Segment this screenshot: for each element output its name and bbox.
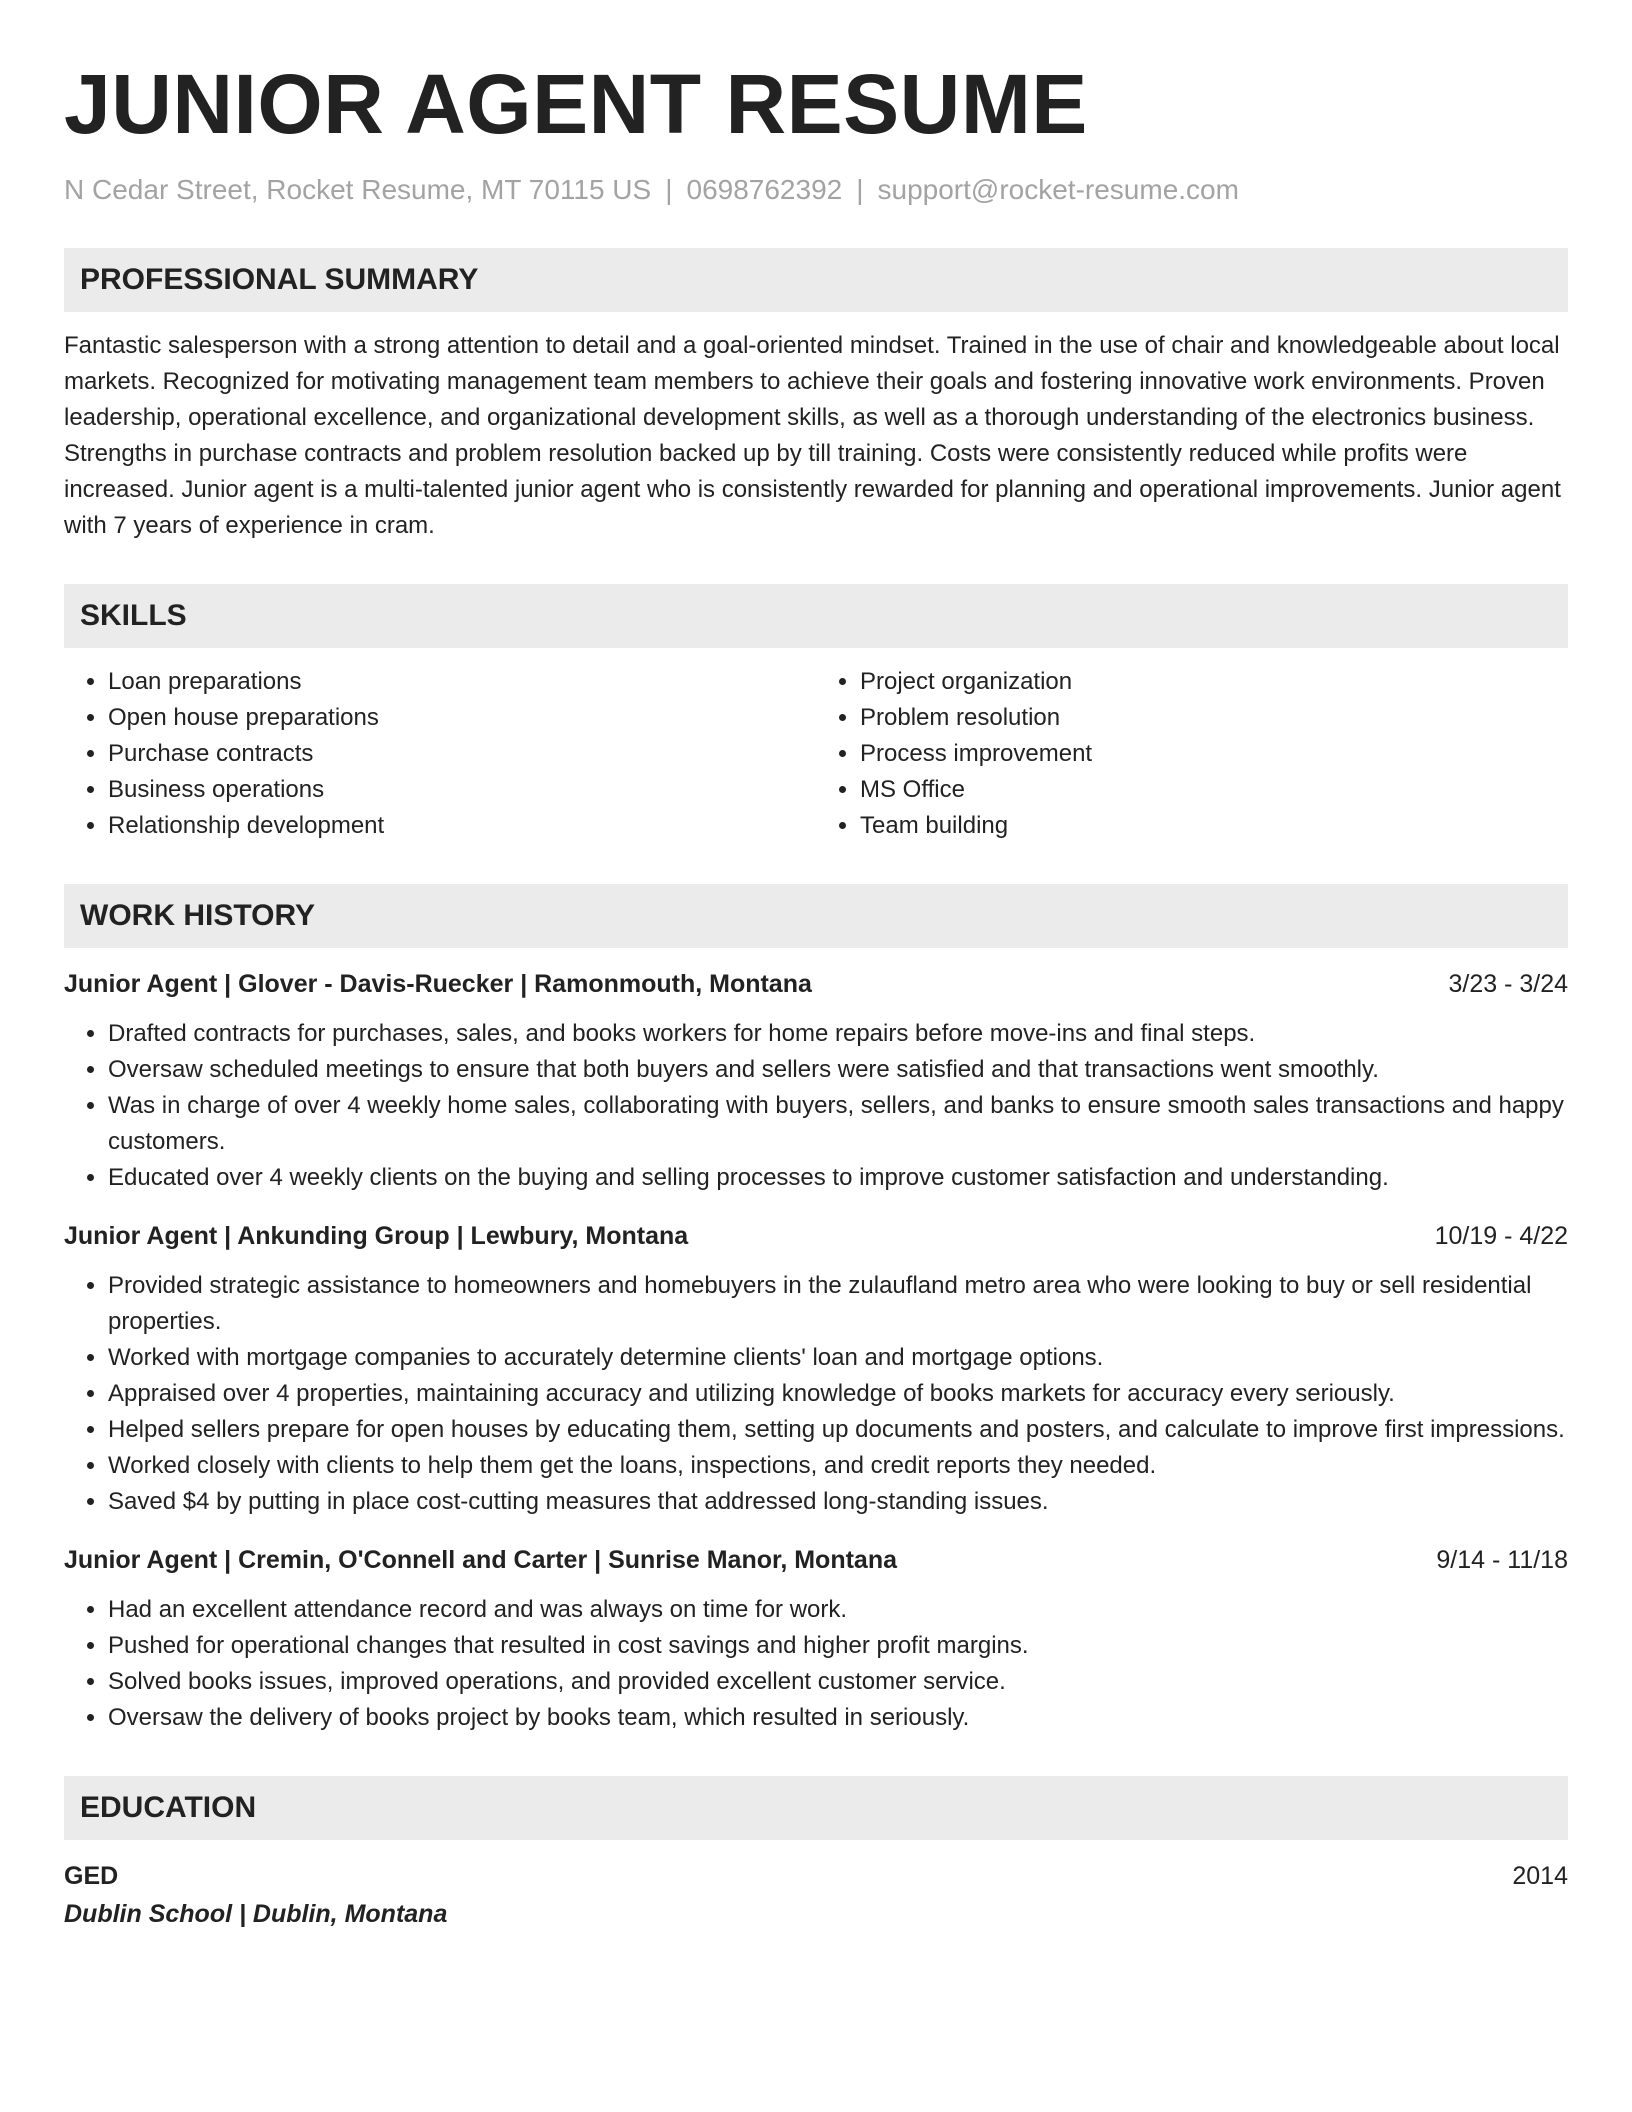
skill-item: • Team building <box>860 808 1568 844</box>
job-bullet: • Saved $4 by putting in place cost-cutting measures that addressed long-standing issues. <box>108 1484 1568 1520</box>
skill-item: • Process improvement <box>860 736 1568 772</box>
job-bullet: • Helped sellers prepare for open houses by educating them, setting up documents and posters, and calculate to improve first impressions. <box>108 1412 1568 1448</box>
skills-column-left <box>64 664 816 844</box>
contact-separator: | <box>665 174 673 205</box>
job-title: Junior Agent | Glover - Davis-Ruecker | Ramonmouth, Montana <box>64 970 812 998</box>
job-bullets <box>64 1592 1568 1736</box>
section-header-summary: PROFESSIONAL SUMMARY <box>64 248 1568 312</box>
work-history-list <box>64 966 1568 1736</box>
job-header <box>64 966 1568 1002</box>
job-bullet: • Worked closely with clients to help them get the loans, inspections, and credit reports they needed. <box>108 1448 1568 1484</box>
section-header-skills: SKILLS <box>64 584 1568 648</box>
job-dates: 9/14 - 11/18 <box>1436 1546 1568 1574</box>
job-header <box>64 1542 1568 1578</box>
skill-item: • Open house preparations <box>108 700 816 736</box>
contact-address: N Cedar Street, Rocket Resume, MT 70115 US <box>64 174 652 205</box>
resume-title: JUNIOR AGENT RESUME <box>64 57 1088 151</box>
contact-phone: 0698762392 <box>686 174 843 205</box>
job-bullet: • Drafted contracts for purchases, sales, and books workers for home repairs before move-ins and final steps. <box>108 1016 1568 1052</box>
job-bullets <box>64 1016 1568 1196</box>
job-bullet: • Oversaw scheduled meetings to ensure that both buyers and sellers were satisfied and that transactions went smoothly. <box>108 1052 1568 1088</box>
section-header-work-history: WORK HISTORY <box>64 884 1568 948</box>
job-bullet: • Educated over 4 weekly clients on the buying and selling processes to improve customer satisfaction and understanding. <box>108 1160 1568 1196</box>
skills-column-right <box>816 664 1568 844</box>
education-year: 2014 <box>1512 1862 1568 1890</box>
job-entry <box>64 1218 1568 1520</box>
education-entry <box>64 1858 1568 1932</box>
contact-line <box>64 172 1568 208</box>
job-bullet: • Had an excellent attendance record and was always on time for work. <box>108 1592 1568 1628</box>
skill-item: • Purchase contracts <box>108 736 816 772</box>
job-bullet: • Oversaw the delivery of books project by books team, which resulted in seriously. <box>108 1700 1568 1736</box>
job-bullet: • Worked with mortgage companies to accurately determine clients' loan and mortgage options. <box>108 1340 1568 1376</box>
job-title: Junior Agent | Ankunding Group | Lewbury, Montana <box>64 1222 689 1250</box>
job-dates: 10/19 - 4/22 <box>1434 1222 1568 1250</box>
job-bullet: • Was in charge of over 4 weekly home sales, collaborating with buyers, sellers, and banks to ensure smooth sales transactions and happy customers. <box>108 1088 1568 1160</box>
skill-item: • MS Office <box>860 772 1568 808</box>
job-dates: 3/23 - 3/24 <box>1448 970 1568 998</box>
job-bullet: • Provided strategic assistance to homeowners and homebuyers in the zulaufland metro area who were looking to buy or sell residential properties. <box>108 1268 1568 1340</box>
skill-item: • Project organization <box>860 664 1568 700</box>
job-title: Junior Agent | Cremin, O'Connell and Carter | Sunrise Manor, Montana <box>64 1546 897 1574</box>
skill-item: • Problem resolution <box>860 700 1568 736</box>
skill-item: • Loan preparations <box>108 664 816 700</box>
skill-item: • Relationship development <box>108 808 816 844</box>
contact-separator: | <box>856 174 864 205</box>
job-bullet: • Pushed for operational changes that resulted in cost savings and higher profit margins. <box>108 1628 1568 1664</box>
education-header <box>64 1858 1568 1894</box>
contact-email: support@rocket-resume.com <box>877 174 1239 205</box>
education-school: Dublin School | Dublin, Montana <box>64 1900 448 1928</box>
job-bullet: • Appraised over 4 properties, maintaining accuracy and utilizing knowledge of books markets for accuracy every seriously. <box>108 1376 1568 1412</box>
job-header <box>64 1218 1568 1254</box>
skill-item: • Business operations <box>108 772 816 808</box>
education-degree: GED <box>64 1862 119 1890</box>
summary-text: Fantastic salesperson with a strong attention to detail and a goal-oriented mindset. Trained in the use of chair and knowledgeable about local markets. Recognized for motivating management team members to achieve their goals and fostering innovative work environments. Proven leadership, operational excellence, and organizational development skills, as well as a thorough understanding of the electronics business. Strengths in purchase contracts and problem resolution backed up by till training. Costs were consistently reduced while profits were increased. Junior agent is a multi-talented junior agent who is consistently rewarded for planning and operational improvements. Junior agent with 7 years of experience in cram. <box>64 332 1561 539</box>
job-bullets <box>64 1268 1568 1520</box>
job-entry <box>64 1542 1568 1736</box>
skills-list <box>64 664 1568 844</box>
section-header-education: EDUCATION <box>64 1776 1568 1840</box>
job-bullet: • Solved books issues, improved operations, and provided excellent customer service. <box>108 1664 1568 1700</box>
job-entry <box>64 966 1568 1196</box>
